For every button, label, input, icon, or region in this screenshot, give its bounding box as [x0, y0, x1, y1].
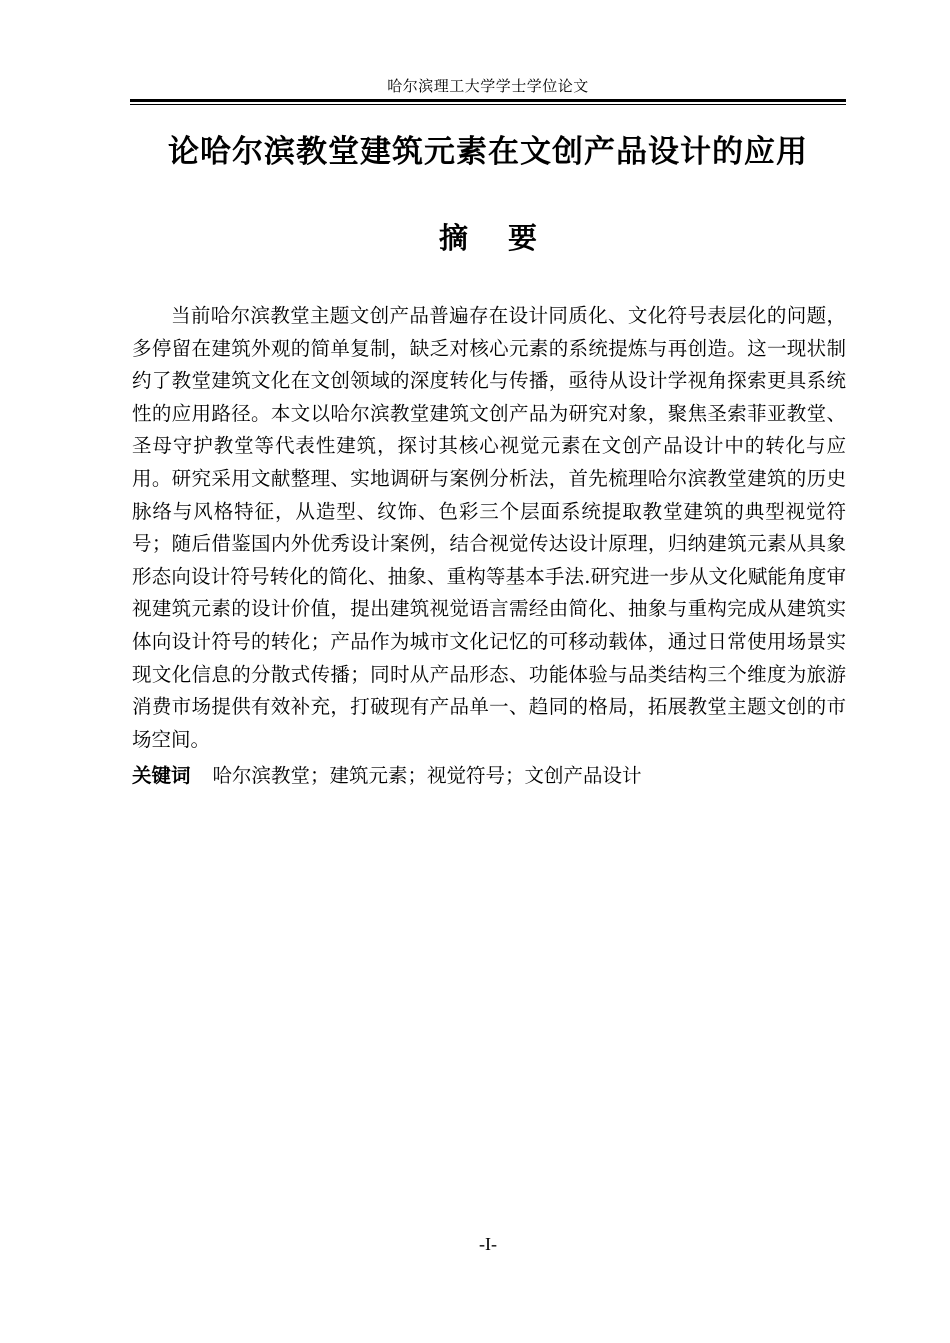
page-number: -I- [479, 1234, 497, 1254]
paper-title: 论哈尔滨教堂建筑元素在文创产品设计的应用 [168, 134, 808, 170]
header-rule-thick [130, 99, 846, 102]
running-header: 哈尔滨理工大学学士学位论文 [387, 77, 589, 95]
abstract-body: 当前哈尔滨教堂主题文创产品普遍存在设计同质化、文化符号表层化的问题，多停留在建筑外观的简单复制，缺乏对核心元素的系统提炼与再创造。这一现状制约了教堂建筑文化在文创领域的深度转化与传播，亟待从设计学视角探索更具系统性的应用路径。本文以哈尔滨教堂建筑文创产品为研究对象，聚焦圣索菲亚教堂、圣母守护教堂等代表性建筑，探讨其核心视觉元素在文创产品设计中的转化与应用。研究采用文献整理、实地调研与案例分析法，首先梳理哈尔滨教堂建筑的历史脉络与风格特征，从造型、纹饰、色彩三个层面系统提取教堂建筑的典型视觉符号；随后借鉴国内外优秀设计案例，结合视觉传达设计原理，归纳建筑元素从具象形态向设计符号转化的简化、抽象、重构等基本手法.研究进一步从文化赋能角度审视建筑元素的设计价值，提出建筑视觉语言需经由简化、抽象与重构完成从建筑实体向设计符号的转化；产品作为城市文化记忆的可移动载体，通过日常使用场景实现文化信息的分散式传播；同时从产品形态、功能体验与品类结构三个维度为旅游消费市场提供有效补充，打破现有产品单一、趋同的格局，拓展教堂主题文创的市场空间。 [132, 304, 846, 751]
keywords-line [132, 760, 846, 792]
abstract-heading: 摘要 [438, 221, 577, 255]
keywords-label: 关键词 [132, 764, 191, 787]
header-rule-thin [130, 104, 846, 105]
keywords-text: 哈尔滨教堂；建筑元素；视觉符号；文创产品设计 [212, 764, 642, 787]
